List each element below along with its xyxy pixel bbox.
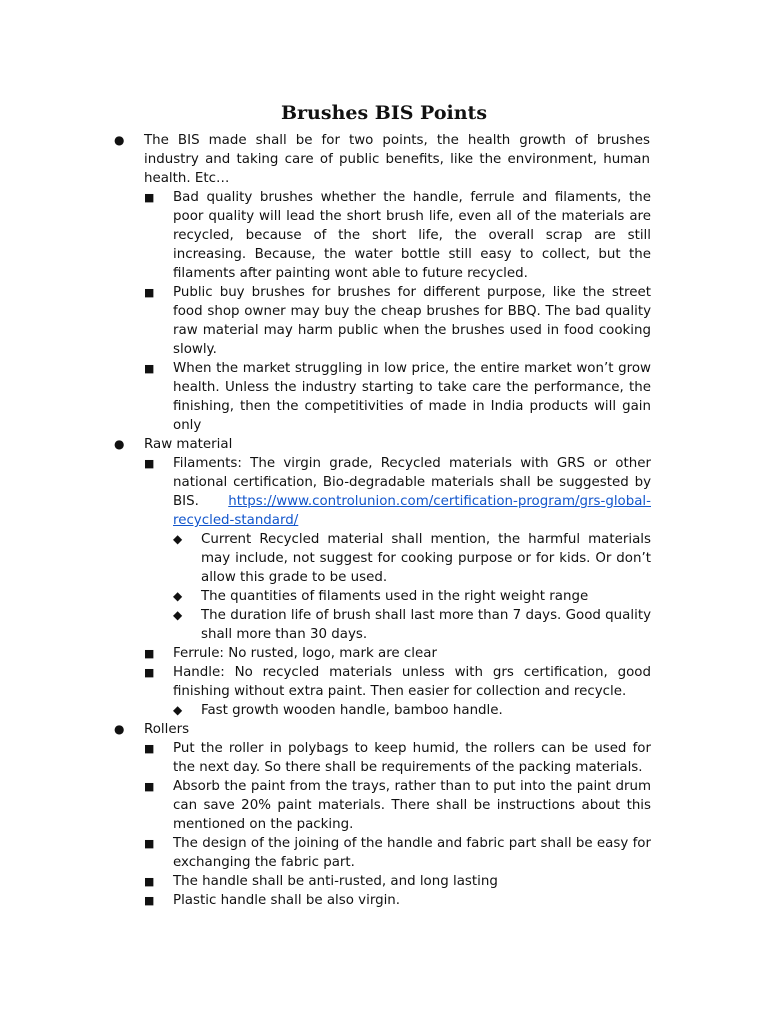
square-bullet-icon: ■ bbox=[144, 286, 155, 299]
sub-bullet-text: Put the roller in polybags to keep humid, the rollers can be used for the next day. So there shall be requirements of the packing materials. bbox=[173, 741, 651, 775]
sub-sub-bullet-text: Current Recycled material shall mention, the harmful materials may include, not suggest for cooking purpose or for kids. Or don’t allow this grade to be used. bbox=[201, 532, 651, 585]
bullet-dot-icon: ● bbox=[114, 437, 125, 451]
sub-bullet bbox=[144, 891, 651, 910]
square-bullet-icon: ■ bbox=[144, 666, 155, 679]
sub-bullet bbox=[144, 872, 651, 891]
diamond-bullet-icon: ◆ bbox=[173, 608, 183, 622]
sub-bullet bbox=[144, 188, 651, 283]
sub-sub-bullet bbox=[173, 701, 651, 720]
sub-bullet-ferrule bbox=[144, 644, 651, 663]
square-bullet-icon: ■ bbox=[144, 457, 155, 470]
sub-sub-bullet bbox=[173, 530, 651, 587]
sub-sub-bullet bbox=[173, 587, 651, 606]
sub-bullet bbox=[144, 739, 651, 777]
document-body bbox=[0, 131, 768, 910]
sub-bullet-filaments bbox=[144, 454, 651, 530]
sub-bullet-text: The handle shall be anti-rusted, and long lasting bbox=[173, 874, 498, 889]
page-title: Brushes BIS Points bbox=[280, 102, 488, 124]
sub-bullet-text: The design of the joining of the handle and fabric part shall be easy for exchanging the fabric part. bbox=[173, 836, 651, 870]
square-bullet-icon: ■ bbox=[144, 894, 155, 907]
sub-bullet bbox=[144, 777, 651, 834]
sub-bullet-handle bbox=[144, 663, 651, 701]
bullet-dot-icon: ● bbox=[114, 722, 125, 736]
sub-bullet bbox=[144, 834, 651, 872]
square-bullet-icon: ■ bbox=[144, 837, 155, 850]
filaments-text: Filaments: The virgin grade, Recycled materials with GRS or other national certification, Bio-degradable materials shall be suggested by BIS. bbox=[173, 456, 651, 509]
sub-bullet-text: When the market struggling in low price, the entire market won’t grow health. Unless the industry starting to take care the performance, the finishing, then the competitivities of made in India products will gain only bbox=[173, 361, 651, 433]
diamond-bullet-icon: ◆ bbox=[173, 703, 183, 717]
bullet-raw-material bbox=[114, 435, 650, 454]
sub-sub-bullet-text: The quantities of filaments used in the right weight range bbox=[201, 589, 589, 604]
bullet-intro bbox=[114, 131, 650, 188]
square-bullet-icon: ■ bbox=[144, 875, 155, 888]
diamond-bullet-icon: ◆ bbox=[173, 589, 183, 603]
sub-bullet bbox=[144, 359, 651, 435]
sub-sub-bullet bbox=[173, 606, 651, 644]
square-bullet-icon: ■ bbox=[144, 647, 155, 660]
bullet-dot-icon: ● bbox=[114, 133, 125, 147]
sub-bullet-text: Public buy brushes for brushes for different purpose, like the street food shop owner may buy the cheap brushes for BBQ. The bad quality raw material may harm public when the brushes used in food cooking slowly. bbox=[173, 285, 651, 357]
sub-bullet-text: Ferrule: No rusted, logo, mark are clear bbox=[173, 646, 437, 661]
square-bullet-icon: ■ bbox=[144, 742, 155, 755]
sub-bullet-text: Handle: No recycled materials unless with grs certification, good finishing without extra paint. Then easier for collection and recycle. bbox=[173, 665, 651, 699]
sub-bullet bbox=[144, 283, 651, 359]
bullet-rollers bbox=[114, 720, 650, 739]
bullet-text: Raw material bbox=[144, 437, 233, 452]
bullet-text: Rollers bbox=[144, 722, 190, 737]
square-bullet-icon: ■ bbox=[144, 780, 155, 793]
diamond-bullet-icon: ◆ bbox=[173, 532, 183, 546]
sub-bullet-text: Bad quality brushes whether the handle, ferrule and filaments, the poor quality will lead the short brush life, even all of the materials are recycled, because of the short life, the overall scrap are still increasing. Because, the water bottle still easy to collect, but the filaments after painting wont able to future recycled. bbox=[173, 190, 651, 281]
grs-standard-link[interactable]: https://www.controlunion.com/certification-program/grs-global-recycled-standard/ bbox=[173, 494, 651, 528]
sub-sub-bullet-text: Fast growth wooden handle, bamboo handle. bbox=[201, 703, 503, 718]
sub-bullet-text: Absorb the paint from the trays, rather than to put into the paint drum can save 20% paint materials. There shall be instructions about this mentioned on the packing. bbox=[173, 779, 651, 832]
square-bullet-icon: ■ bbox=[144, 362, 155, 375]
sub-bullet-text: Plastic handle shall be also virgin. bbox=[173, 893, 401, 908]
square-bullet-icon: ■ bbox=[144, 191, 155, 204]
sub-sub-bullet-text: The duration life of brush shall last more than 7 days. Good quality shall more than 30 days. bbox=[201, 608, 651, 642]
bullet-text: The BIS made shall be for two points, the health growth of brushes industry and taking care of public benefits, like the environment, human health. Etc… bbox=[144, 133, 650, 186]
